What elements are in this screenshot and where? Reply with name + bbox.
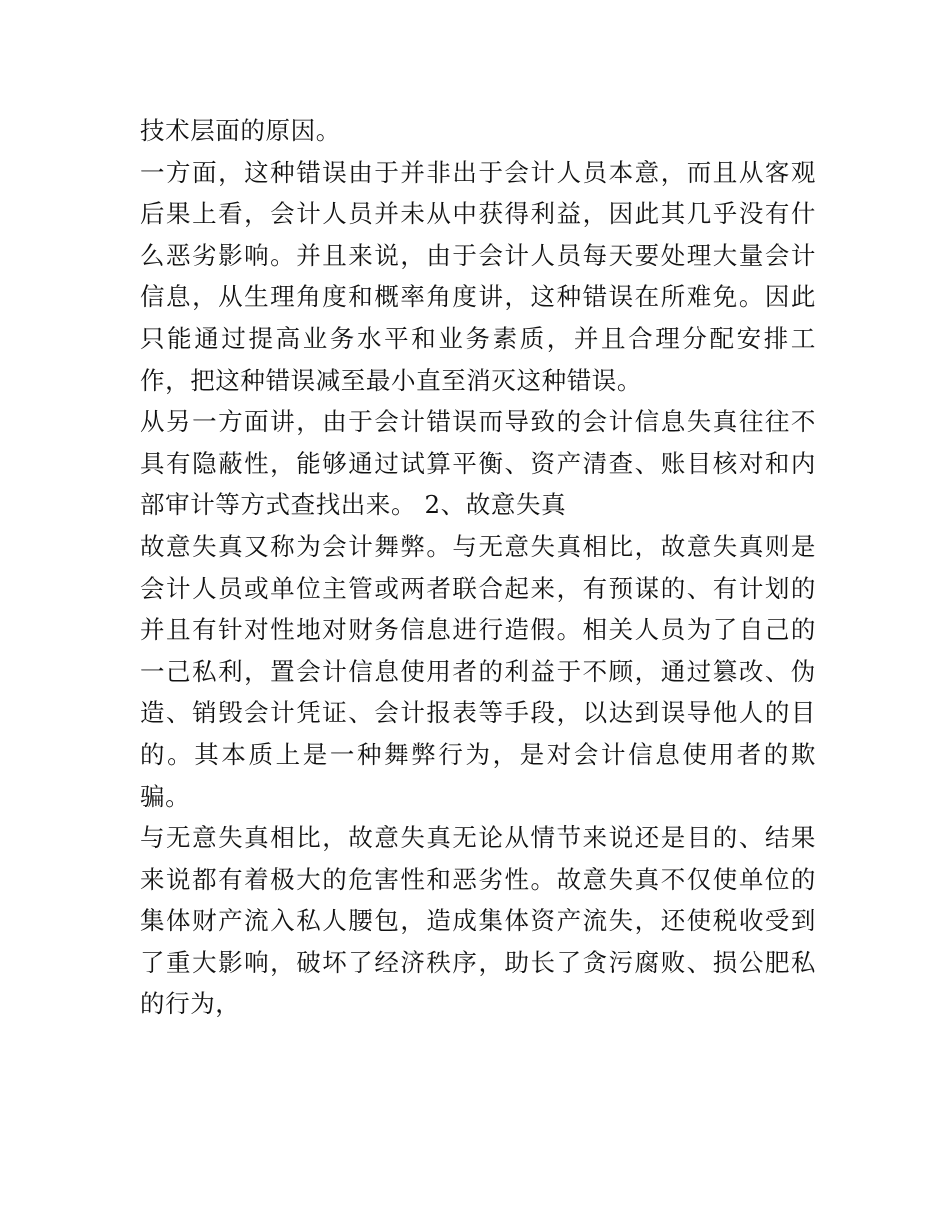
paragraph-intro-line: 技术层面的原因。 <box>140 116 341 145</box>
document-body <box>140 110 816 1025</box>
paragraph-intentional-distortion-definition: 故意失真又称为会计舞弊。与无意失真相比，故意失真则是会计人员或单位主管或两者联合起来，有预谋的、有计划的并且有针对性地对财务信息进行造假。相关人员为了自己的一己私利，置会计信息使用者的利益于不顾，通过篡改、伪造、销毁会计凭证、会计报表等手段，以达到误导他人的目的。其本质上是一种舞弊行为，是对会计信息使用者的欺骗。 <box>140 531 816 811</box>
paragraph-intentional-distortion-harm: 与无意失真相比，故意失真无论从情节来说还是目的、结果来说都有着极大的危害性和恶劣性。故意失真不仅使单位的集体财产流入私人腰包，造成集体资产流失，还使税收受到了重大影响，破坏了经济秩序，助长了贪污腐败、损公肥私的行为， <box>140 823 816 1019</box>
paragraph-error-detectability: 从另一方面讲，由于会计错误而导致的会计信息失真往往不具有隐蔽性，能够通过试算平衡、资产清查、账目核对和内部审计等方式查找出来。 2、故意失真 <box>140 407 816 520</box>
paragraph-unintentional-error-impact: 一方面，这种错误由于并非出于会计人员本意，而且从客观后果上看，会计人员并未从中获得利益，因此其几乎没有什么恶劣影响。并且来说，由于会计人员每天要处理大量会计信息，从生理角度和概率角度讲，这种错误在所难免。因此只能通过提高业务水平和业务素质，并且合理分配安排工作，把这种错误减至最小直至消灭这种错误。 <box>140 157 816 395</box>
